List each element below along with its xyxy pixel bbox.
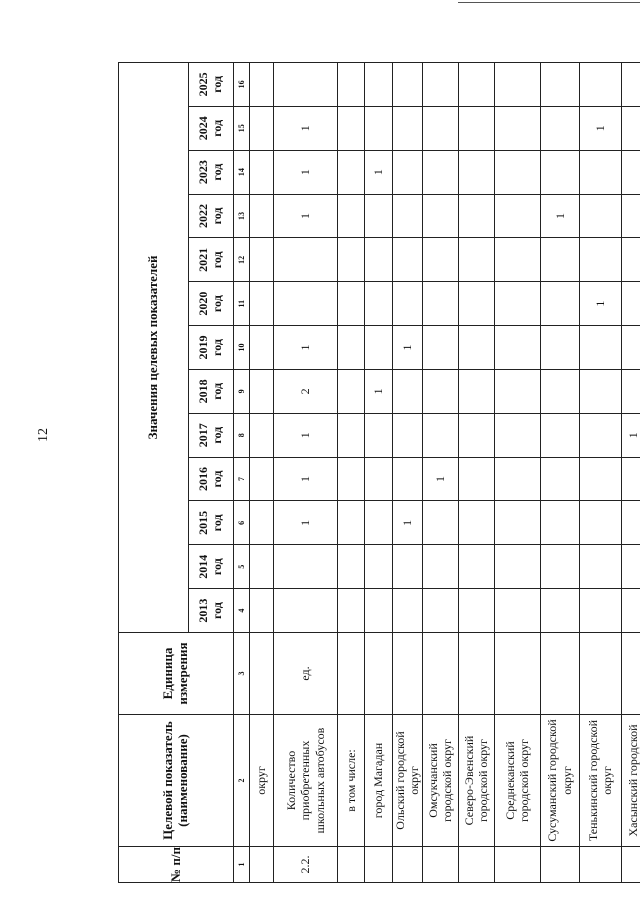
table-row [422,62,458,882]
value-cell: 1 [365,369,393,413]
header-unit: Единица измерения [119,633,234,715]
value-cell [338,369,365,413]
value-cell [274,545,338,589]
value-cell [621,369,640,413]
column-number: 5 [234,545,250,589]
indicator-name: Омсукчанский городской округ [422,715,458,847]
value-cell [494,150,540,194]
table-row [621,62,640,882]
value-cell [494,501,540,545]
value-cell [393,413,423,457]
value-cell [393,62,423,106]
indicator-name: Количество приобретенных школьных автобусов [274,715,338,847]
row-number [540,847,579,883]
unit-cell [621,633,640,715]
value-cell [250,238,274,282]
value-cell [365,62,393,106]
row-number [338,847,365,883]
value-cell [621,326,640,370]
value-cell [579,545,621,589]
value-cell [540,545,579,589]
value-cell [422,282,458,326]
value-cell [540,413,579,457]
column-number: 11 [234,282,250,326]
value-cell [250,62,274,106]
value-cell [579,194,621,238]
value-cell [274,282,338,326]
header-year: 2024 год [189,106,234,150]
value-cell [422,62,458,106]
column-number: 12 [234,238,250,282]
value-cell [621,150,640,194]
indicator-name: Северо-Эвенский городской округ [458,715,494,847]
header-values-group: Значения целевых показателей [119,62,189,632]
column-number: 13 [234,194,250,238]
header-year: 2020 год [189,282,234,326]
column-number: 2 [234,715,250,847]
unit-cell [250,633,274,715]
unit-cell [393,633,423,715]
value-cell [250,589,274,633]
page-number: 12 [36,428,51,442]
value-cell [458,194,494,238]
value-cell [365,413,393,457]
value-cell [274,62,338,106]
column-number: 3 [234,633,250,715]
value-cell [458,106,494,150]
column-number: 6 [234,501,250,545]
value-cell [338,238,365,282]
value-cell [422,545,458,589]
value-cell: 1 [621,413,640,457]
unit-cell [422,633,458,715]
value-cell [274,238,338,282]
value-cell: 1 [393,326,423,370]
value-cell [338,150,365,194]
value-cell [250,545,274,589]
value-cell: 1 [365,150,393,194]
value-cell [458,150,494,194]
row-number [494,847,540,883]
value-cell [579,369,621,413]
value-cell: 2 [274,369,338,413]
value-cell [393,369,423,413]
indicator-name: Ольский городской округ [393,715,423,847]
value-cell [338,457,365,501]
row-number [250,847,274,883]
table-row [250,62,274,882]
value-cell [365,326,393,370]
header-year: 2023 год [189,150,234,194]
value-cell [393,589,423,633]
column-number: 8 [234,413,250,457]
value-cell: 1 [274,194,338,238]
value-cell [393,106,423,150]
value-cell [579,457,621,501]
row-number [365,847,393,883]
value-cell [494,369,540,413]
value-cell: 1 [274,457,338,501]
value-cell [579,238,621,282]
value-cell [458,589,494,633]
value-cell [250,150,274,194]
unit-cell [540,633,579,715]
indicator-name: Тенькинский городской округ [579,715,621,847]
value-cell [250,282,274,326]
value-cell [540,589,579,633]
column-number: 10 [234,326,250,370]
value-cell [494,238,540,282]
value-cell [365,194,393,238]
value-cell [494,589,540,633]
column-number: 1 [234,847,250,883]
row-number [579,847,621,883]
header-year: 2016 год [189,457,234,501]
table-row [274,62,338,882]
table-row [579,62,621,882]
target-indicators-table [118,62,640,883]
value-cell [540,282,579,326]
value-cell [422,369,458,413]
value-cell [274,589,338,633]
value-cell [540,62,579,106]
row-number [393,847,423,883]
value-cell [250,457,274,501]
unit-cell [494,633,540,715]
value-cell [494,282,540,326]
column-number: 14 [234,150,250,194]
value-cell: 1 [274,150,338,194]
value-cell [338,501,365,545]
value-cell: 1 [274,106,338,150]
indicator-name: округ [250,715,274,847]
value-cell [338,545,365,589]
header-year: 2025 год [189,62,234,106]
value-cell [338,413,365,457]
value-cell [393,150,423,194]
indicator-name: Хасынский городской [621,715,640,847]
value-cell [365,457,393,501]
header-year: 2017 год [189,413,234,457]
value-cell [494,194,540,238]
unit-cell [458,633,494,715]
unit-cell [579,633,621,715]
value-cell [621,62,640,106]
value-cell [458,369,494,413]
value-cell [422,501,458,545]
header-year: 2014 год [189,545,234,589]
value-cell [458,501,494,545]
column-number: 9 [234,369,250,413]
header-num: № п/п [119,847,234,883]
value-cell [579,62,621,106]
value-cell [422,413,458,457]
value-cell [338,589,365,633]
value-cell [458,238,494,282]
value-cell [621,501,640,545]
value-cell [422,326,458,370]
value-cell [365,545,393,589]
value-cell [365,238,393,282]
indicator-name: город Магадан [365,715,393,847]
value-cell: 1 [274,413,338,457]
table-row [458,62,494,882]
value-cell [365,589,393,633]
value-cell [250,194,274,238]
value-cell [338,326,365,370]
value-cell [621,194,640,238]
value-cell [250,369,274,413]
value-cell [579,501,621,545]
row-number [458,847,494,883]
value-cell [458,457,494,501]
value-cell [540,501,579,545]
column-number: 7 [234,457,250,501]
value-cell [494,106,540,150]
value-cell: 1 [274,501,338,545]
rotated-table-sheet [118,63,640,883]
value-cell: 1 [274,326,338,370]
value-cell [540,326,579,370]
value-cell [422,106,458,150]
value-cell [494,545,540,589]
value-cell [579,150,621,194]
value-cell [365,106,393,150]
value-cell [365,501,393,545]
column-number: 15 [234,106,250,150]
value-cell [422,194,458,238]
value-cell: 1 [422,457,458,501]
value-cell [250,413,274,457]
value-cell [458,545,494,589]
value-cell [458,326,494,370]
header-year: 2021 год [189,238,234,282]
value-cell [458,62,494,106]
value-cell [579,413,621,457]
value-cell: 1 [540,194,579,238]
value-cell [393,545,423,589]
header-indicator: Целевой показатель (наименование) [119,715,234,847]
row-number: 2.2. [274,847,338,883]
value-cell [422,150,458,194]
value-cell [494,62,540,106]
value-cell [540,106,579,150]
value-cell [458,413,494,457]
value-cell [540,457,579,501]
value-cell [621,545,640,589]
indicator-name: Среднеканский городской округ [494,715,540,847]
value-cell: 1 [393,501,423,545]
value-cell [422,238,458,282]
value-cell [494,457,540,501]
column-number: 16 [234,62,250,106]
value-cell [338,194,365,238]
unit-cell [338,633,365,715]
scan-edge-line [458,2,640,3]
value-cell [338,282,365,326]
header-year: 2019 год [189,326,234,370]
value-cell [250,326,274,370]
unit-cell: ед. [274,633,338,715]
unit-cell [365,633,393,715]
indicator-name: Сусуманский городской округ [540,715,579,847]
value-cell [621,589,640,633]
value-cell [621,282,640,326]
column-number: 4 [234,589,250,633]
value-cell [579,326,621,370]
header-year: 2013 год [189,589,234,633]
value-cell [250,106,274,150]
value-cell [579,589,621,633]
value-cell [365,282,393,326]
value-cell: 1 [579,106,621,150]
value-cell: 1 [579,282,621,326]
value-cell [338,62,365,106]
table-row [365,62,393,882]
header-year: 2015 год [189,501,234,545]
value-cell [458,282,494,326]
table-row [393,62,423,882]
value-cell [393,194,423,238]
value-cell [393,238,423,282]
value-cell [393,457,423,501]
table-row [494,62,540,882]
value-cell [494,413,540,457]
value-cell [540,238,579,282]
value-cell [250,501,274,545]
row-number [621,847,640,883]
value-cell [422,589,458,633]
value-cell [540,150,579,194]
row-number [422,847,458,883]
value-cell [621,238,640,282]
header-year: 2022 год [189,194,234,238]
value-cell [494,326,540,370]
indicator-name: в том числе: [338,715,365,847]
value-cell [621,106,640,150]
value-cell [540,369,579,413]
value-cell [393,282,423,326]
header-year: 2018 год [189,369,234,413]
value-cell [621,457,640,501]
value-cell [338,106,365,150]
table-row [540,62,579,882]
table-row [338,62,365,882]
